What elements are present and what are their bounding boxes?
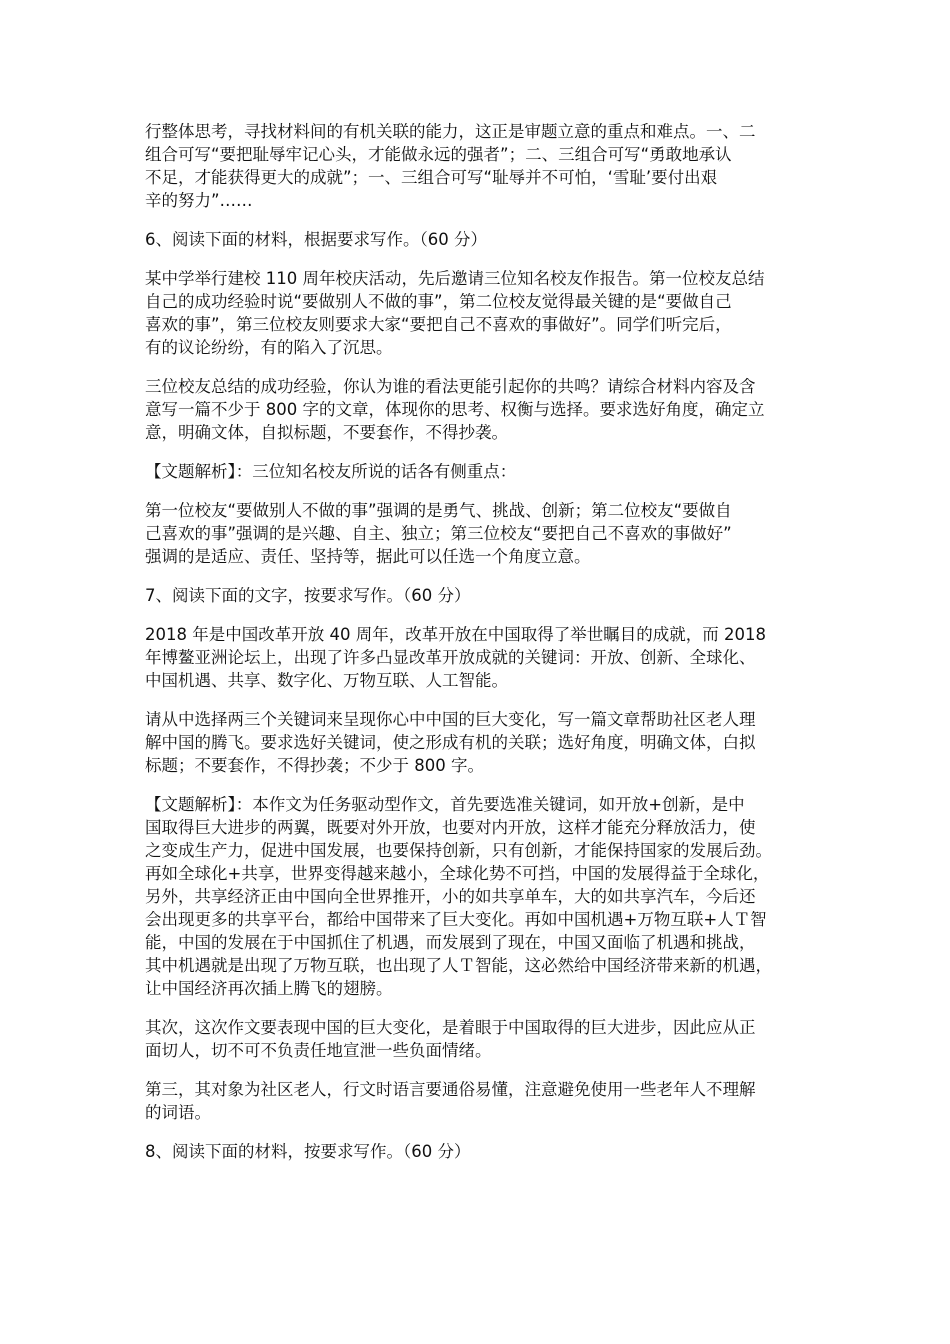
question-6-material-paragraph: 某中学举行建校 110 周年校庆活动，先后邀请三位知名校友作报告。第一位校友总结 自己的成功经验时说“要做别人不做的事”，第二位校友觉得最关键的是“要做自己 喜欢的事”，第三位校友则要求大家“要把自己不喜欢的事做好”。同学们听完后， 有的议论纷纷，有的陷入了沉思。	[145, 269, 765, 357]
question-7-second-point-paragraph: 其次，这次作文要表现中国的巨大变化，是着眼于中国取得的巨大进步，因此应从正 面切人，切不可不负责任地宣泄一些负面情绪。	[145, 1018, 756, 1060]
document-body	[145, 120, 807, 1179]
question-6-analysis-paragraph: 第一位校友“要做别人不做的事”强调的是勇气、挑战、创新；第二位校友“要做自 己喜欢的事”强调的是兴趣、自主、独立；第三位校友“要把自己不喜欢的事做好” 强调的是适应、责任、坚持等，据此可以任选一个角度立意。	[145, 501, 732, 566]
analysis-continuation-paragraph: 行整体思考，寻找材料间的有机关联的能力，这正是审题立意的重点和难点。一、二 组合可写“要把耻辱牢记心头，才能做永远的强者”；二、三组合可写“勇敢地承认 不足，才能获得更大的成就”；一、三组合可写“耻辱并不可怕，‘雪耻’要付出艰 辛的努力”……	[145, 122, 756, 210]
question-7-third-point-paragraph: 第三，其对象为社区老人，行文时语言要通俗易懂，注意避免使用一些老年人不理解 的词语。	[145, 1080, 756, 1122]
question-7-requirement-paragraph: 请从中选择两三个关键词来呈现你心中中国的巨大变化，写一篇文章帮助社区老人理 解中国的腾飞。要求选好关键词，使之形成有机的关联；选好角度，明确文体，白拟 标题；不要套作，不得抄袭；不少于 800 字。	[145, 710, 756, 775]
question-6-requirement-paragraph: 三位校友总结的成功经验，你认为谁的看法更能引起你的共鸣？请综合材料内容及含 意写一篇不少于 800 字的文章，体现你的思考、权衡与选择。要求选好角度，确定立 意，明确文体，自拟标题，不要套作，不得抄袭。	[145, 377, 765, 442]
question-6-analysis-intro: 【文题解析】：三位知名校友所说的话各有侧重点：	[145, 462, 517, 481]
question-7-heading: 7、阅读下面的文字，按要求写作。（60 分）	[145, 586, 471, 605]
question-7-material-paragraph: 2018 年是中国改革开放 40 周年，改革开放在中国取得了举世瞩目的成就，而 2018 年博鳌亚洲论坛上，出现了许多凸显改革开放成就的关键词：开放、创新、全球化、 中国机遇、共享、数字化、万物互联、人工智能。	[145, 625, 766, 690]
question-7-analysis-paragraph: 【文题解析】：本作文为任务驱动型作文，首先要选准关键词，如开放+创新，是中 国取得巨大进步的两翼，既要对外开放，也要对内开放，这样才能充分释放活力，使 之变成生产力，促进中国发展，也要保持创新，只有创新，才能保持国家的发展后劲。 再如全球化+共享，世界变得越来越小，全球化势不可挡，中国的发展得益于全球化， 另外，共享经济正由中国向全世界推开，小的如共享单车，大的如共享汽车，今后还 会出现更多的共享平台，都给中国带来了巨大变化。再如中国机遇+万物互联+人Ｔ智 能，中国的发展在于中国抓住了机遇，而发展到了现在，中国又面临了机遇和挑战， 其中机遇就是出现了万物互联，也出现了人Ｔ智能，这必然给中国经济带来新的机遇， 让中国经济再次插上腾飞的翅膀。	[145, 795, 772, 998]
question-8-heading: 8、阅读下面的材料，按要求写作。（60 分）	[145, 1142, 471, 1161]
question-6-heading: 6、阅读下面的材料，根据要求写作。（60 分）	[145, 230, 487, 249]
